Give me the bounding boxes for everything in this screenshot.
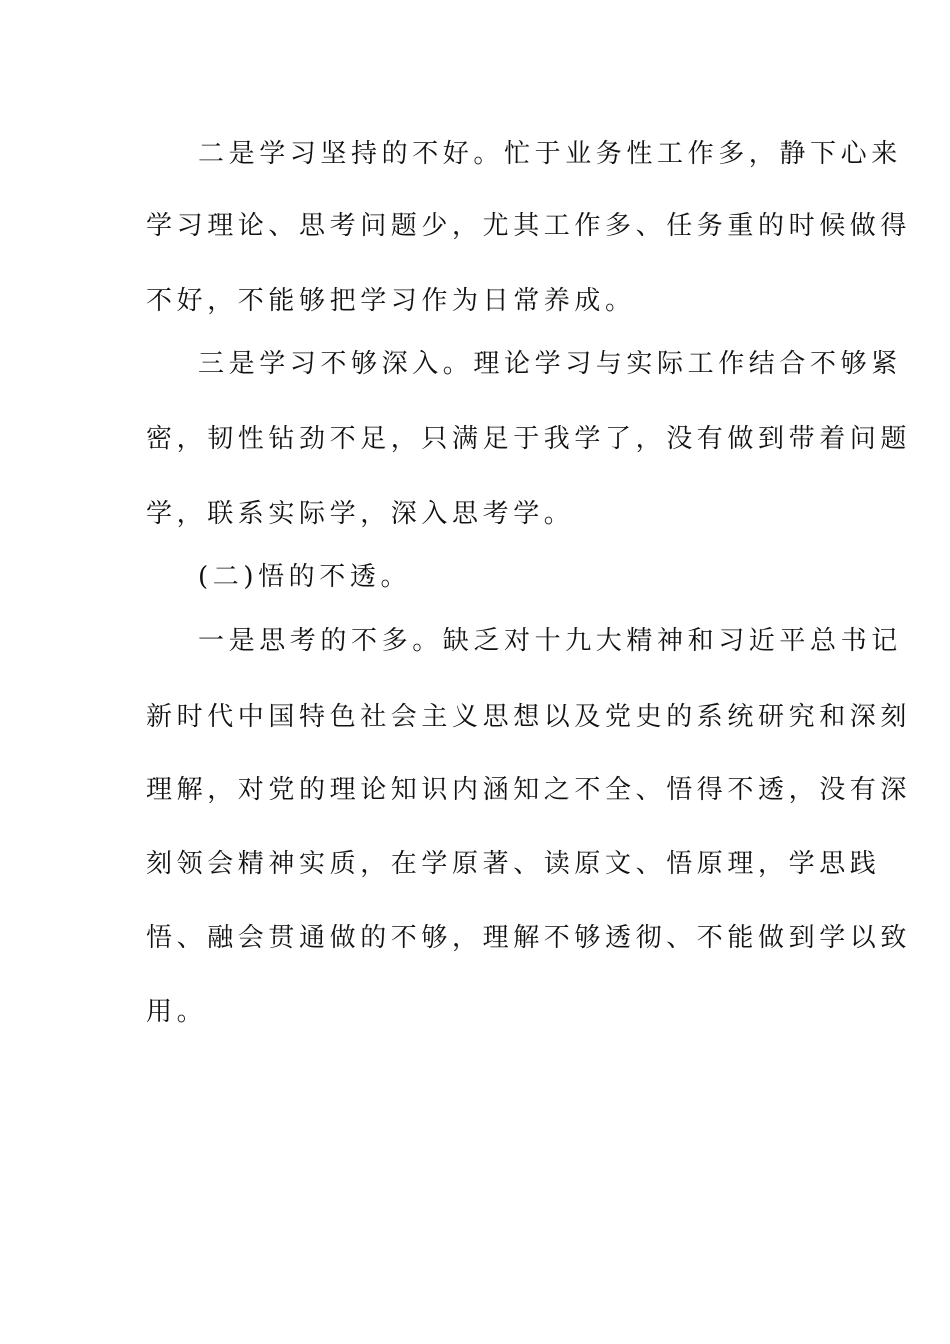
paragraph-3-line-4: 刻领会精神实质，在学原著、读原文、悟原理，学思践 [146,849,881,879]
paragraph-2-line-1: 三是学习不够深入。理论学习与实际工作结合不够紧 [198,349,902,379]
paragraph-3-line-5: 悟、融会贯通做的不够，理解不够透彻、不能做到学以致 [146,923,912,953]
paragraph-1-line-1: 二是学习坚持的不好。忙于业务性工作多，静下心来 [198,139,902,169]
paragraph-3-line-3: 理解，对党的理论知识内涵知之不全、悟得不透，没有深 [146,775,912,805]
paragraph-3-line-2: 新时代中国特色社会主义思想以及党史的系统研究和深刻 [146,702,912,732]
section-heading: (二)悟的不透。 [198,562,412,592]
paragraph-1-line-2: 学习理论、思考问题少，尤其工作多、任务重的时候做得 [146,211,912,241]
paragraph-2-line-2: 密，韧性钻劲不足，只满足于我学了，没有做到带着问题 [146,424,912,454]
paragraph-1-line-3: 不好，不能够把学习作为日常养成。 [146,286,636,316]
paragraph-3-line-1: 一是思考的不多。缺乏对十九大精神和习近平总书记 [198,626,902,656]
paragraph-3-line-6: 用。 [146,997,208,1027]
paragraph-2-line-3: 学，联系实际学，深入思考学。 [146,499,575,529]
